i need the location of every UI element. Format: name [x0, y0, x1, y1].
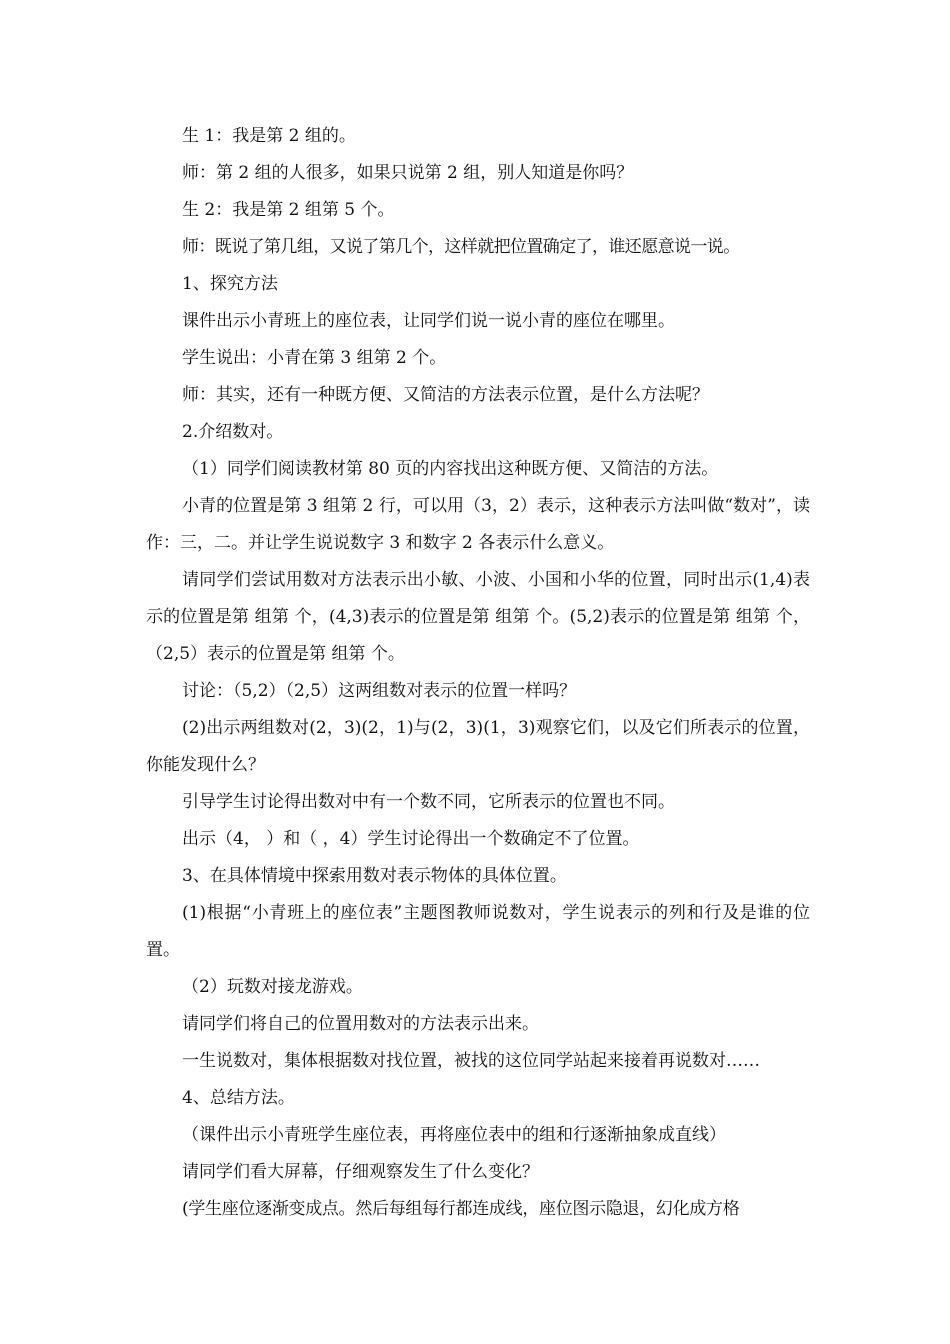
paragraph-3: 生 2：我是第 2 组第 5 个。 [182, 200, 395, 220]
section-heading-4: 4、总结方法。 [182, 1088, 295, 1108]
document-body [146, 118, 810, 1228]
paragraph-24: 请同学们看大屏幕，仔细观察发生了什么变化？ [182, 1162, 539, 1182]
paragraph-21: 一生说数对，集体根据数对找位置，被找的这位同学站起来接着再说数对…… [182, 1051, 760, 1071]
paragraph-8: 师：其实，还有一种既方便、又简洁的方法表示位置，是什么方法呢？ [182, 385, 709, 405]
section-heading-1: 1、探究方法 [182, 274, 278, 294]
paragraph-10: （1）同学们阅读教材第 80 页的内容找出这种既方便、又简洁的方法。 [182, 459, 719, 479]
paragraph-4: 师：既说了第几组，又说了第几个，这样就把位置确定了，谁还愿意说一说。 [182, 237, 740, 257]
paragraph-16: 出示（4， ）和（ ，4）学生讨论得出一个数确定不了位置。 [182, 829, 640, 849]
paragraph-7: 学生说出：小青在第 3 组第 2 个。 [182, 348, 447, 368]
section-heading-3: 3、在具体情境中探索用数对表示物体的具体位置。 [182, 866, 567, 886]
paragraph-1: 生 1：我是第 2 组的。 [182, 126, 356, 146]
section-heading-2: 2.介绍数对。 [182, 422, 284, 442]
paragraph-14: (2)出示两组数对(2，3)(2，1)与(2，3)(1，3)观察它们，以及它们所表示的位置，你能发现什么？ [146, 718, 810, 775]
paragraph-23: （课件出示小青班学生座位表，再将座位表中的组和行逐渐抽象成直线） [182, 1125, 726, 1145]
paragraph-15: 引导学生讨论得出数对中有一个数不同，它所表示的位置也不同。 [182, 792, 675, 812]
paragraph-12: 请同学们尝试用数对方法表示出小敏、小波、小国和小华的位置，同时出示(1,4)表示的位置是第 组第 个，(4,3)表示的位置是第 组第 个。(5,2)表示的位置是第 组第 个，（2,5）表示的位置是第 组第 个。 [146, 570, 810, 664]
paragraph-25: (学生座位逐渐变成点。然后每组每行都连成线，座位图示隐退，幻化成方格 [182, 1199, 740, 1219]
paragraph-2: 师：第 2 组的人很多，如果只说第 2 组，别人知道是你吗？ [182, 163, 634, 183]
paragraph-18: (1)根据“小青班上的座位表”主题图教师说数对，学生说表示的列和行及是谁的位置。 [146, 903, 810, 960]
paragraph-20: 请同学们将自己的位置用数对的方法表示出来。 [182, 1014, 539, 1034]
paragraph-13: 讨论：（5,2）（2,5）这两组数对表示的位置一样吗？ [182, 681, 577, 701]
paragraph-6: 课件出示小青班上的座位表，让同学们说一说小青的座位在哪里。 [182, 311, 675, 331]
paragraph-11: 小青的位置是第 3 组第 2 行，可以用（3，2）表示，这种表示方法叫做“数对”，读作：三，二。并让学生说说数字 3 和数字 2 各表示什么意义。 [146, 496, 810, 553]
paragraph-19: （2）玩数对接龙游戏。 [182, 977, 363, 997]
